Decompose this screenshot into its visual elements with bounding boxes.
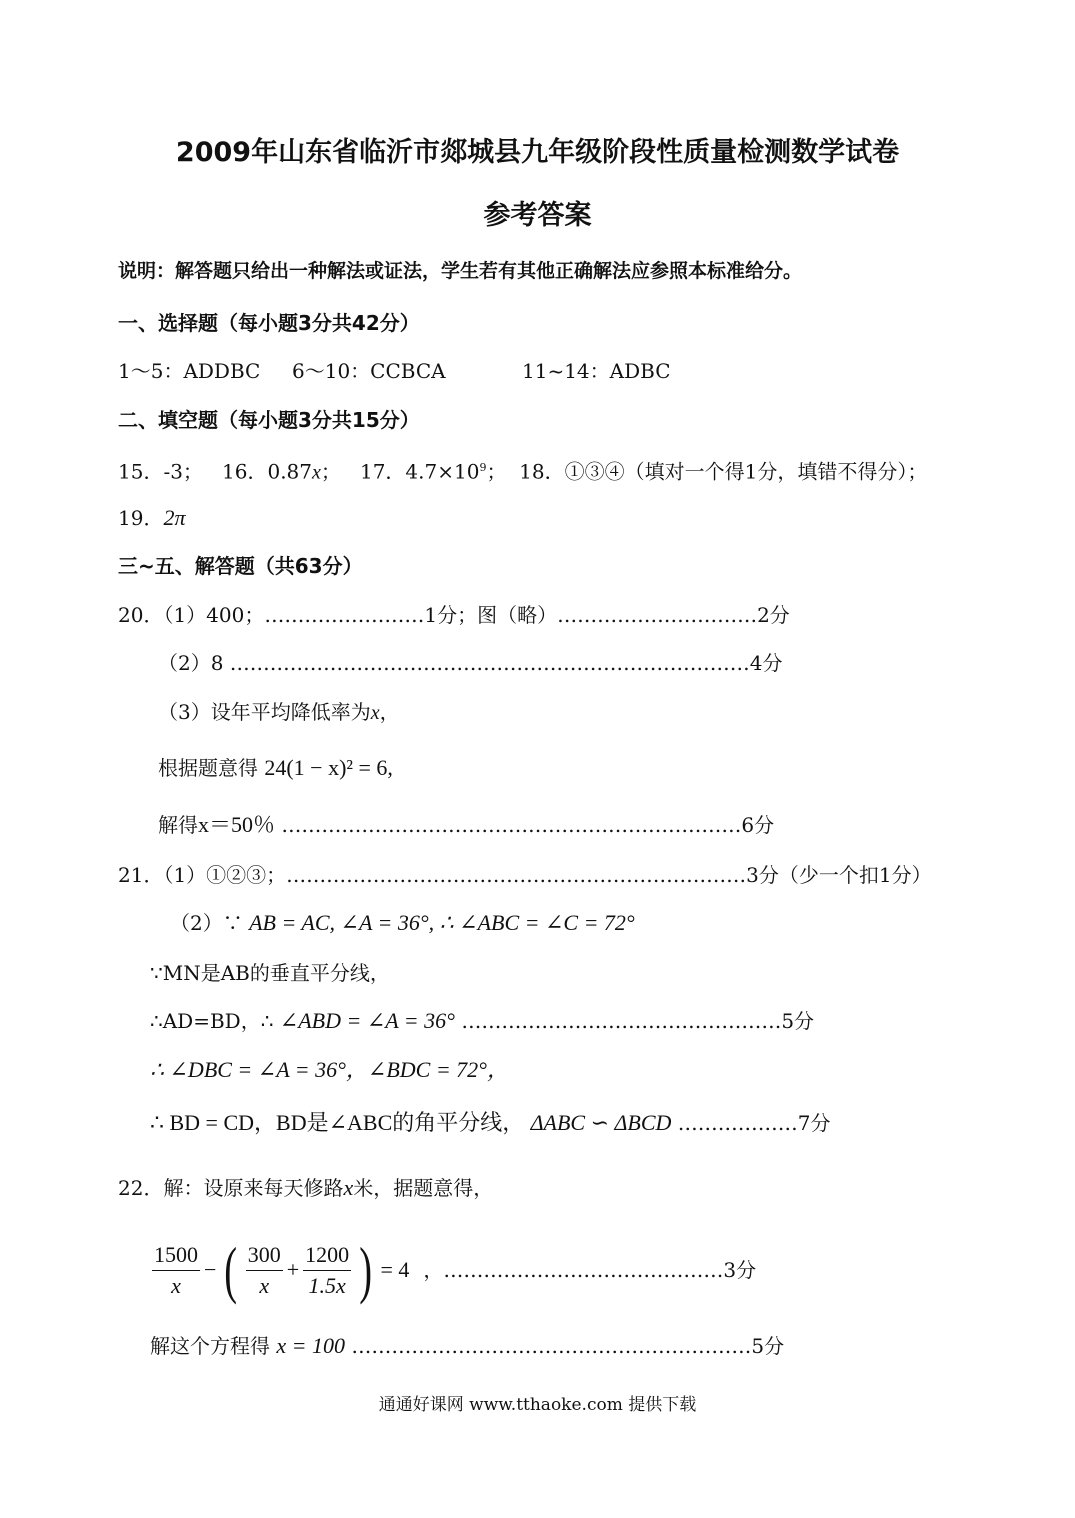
q20-part1: 20．（1）400；……………………1分；图（略）…………………………2分 — [118, 603, 790, 627]
q21-part5: ∴ ∠DBC = ∠A = 36°，∠BDC = 72°， — [150, 1057, 509, 1082]
q21-part2-equation: AB = AC, ∠A = 36°, ∴ ∠ABC = ∠C = 72° — [249, 910, 635, 935]
q21-part6-equation: ΔABC ∽ ΔBCD — [530, 1110, 672, 1135]
q22-rhs: = 4 — [380, 1257, 410, 1282]
q22-solution: x = 100 — [276, 1333, 345, 1358]
q21-part1: 21．（1）①②③；……………………………………………………………3分（少一个扣1分） — [118, 863, 932, 887]
q22-right-paren: ) — [359, 1234, 373, 1305]
q22-left-paren: ( — [224, 1234, 238, 1305]
q21-part4 — [150, 1008, 814, 1034]
q22-fraction-1 — [152, 1240, 200, 1301]
q21-part4-score: …………………………………………5分 — [461, 1009, 815, 1033]
q22-intro-suffix: 米，据题意得， — [353, 1176, 494, 1200]
q20-part2: （2）8 ……………………………………………………………………4分 — [158, 651, 783, 675]
q15-answer: 15．-3； — [118, 459, 203, 484]
q22-intro — [118, 1175, 493, 1201]
section1-heading: 一、选择题（每小题3分共42分） — [118, 311, 420, 335]
q22-equation-score: ，……………………………………3分 — [423, 1258, 757, 1282]
q21-part6-score: ………………7分 — [677, 1111, 831, 1135]
section1-answers-6-10: 6～10：CCBCA — [292, 359, 446, 383]
q21-part6-text: ∴ BD = CD，BD是∠ABC的角平分线， — [150, 1110, 525, 1135]
q19-label: 19． — [118, 506, 164, 530]
q21-part3: ∵MN是AB的垂直平分线， — [150, 961, 390, 985]
section2-heading: 二、填空题（每小题3分共15分） — [118, 408, 420, 432]
q22-fraction-2-numerator: 300 — [246, 1240, 283, 1271]
q20-part3-variable: x — [370, 702, 380, 724]
q16-answer-suffix: ； — [320, 459, 341, 484]
page-subtitle: 参考答案 — [483, 200, 592, 231]
q18-answer: 18．①③④（填对一个得1分，填错不得分）； — [519, 459, 928, 484]
q22-intro-text: 22．解：设原来每天修路 — [118, 1176, 344, 1200]
q19-line — [118, 505, 185, 531]
q19-value: 2π — [163, 505, 186, 530]
page-title: 2009年山东省临沂市郯城县九年级阶段性质量检测数学试卷 — [175, 137, 900, 168]
q22-variable: x — [343, 1175, 354, 1200]
q22-solution-label: 解这个方程得 — [150, 1334, 270, 1358]
q20-solution-label: 解得 — [158, 813, 198, 837]
q20-part3-text: （3）设年平均降低率为 — [158, 700, 371, 724]
section3-heading: 三~五、解答题（共63分） — [118, 554, 363, 578]
q21-part4-equation: ∠ABD = ∠A = 36° — [279, 1008, 455, 1033]
q17-answer-prefix: 17．4.7×10 — [359, 459, 480, 484]
section1-answers-11-14: 11~14：ADBC — [522, 359, 671, 383]
q21-part6 — [150, 1110, 831, 1136]
q22-equation — [152, 1235, 756, 1305]
grading-note: 说明：解答题只给出一种解法或证法，学生若有其他正确解法应参照本标准给分。 — [118, 260, 803, 282]
q20-part3 — [158, 699, 400, 726]
q22-fraction-3 — [303, 1240, 351, 1301]
q21-part2-label: （2）∵ — [170, 911, 243, 935]
q22-plus-sign: + — [286, 1257, 300, 1282]
q22-fraction-3-numerator: 1200 — [303, 1240, 351, 1271]
footer-source-note: 通通好课网 www.tthaoke.com 提供下载 — [378, 1395, 697, 1415]
q20-part3-suffix: ， — [379, 700, 400, 724]
q22-fraction-2 — [246, 1240, 283, 1301]
q20-solution-score: ……………………………………………………………6分 — [281, 813, 775, 837]
q22-fraction-1-denominator: x — [171, 1272, 181, 1298]
q20-equation-label: 根据题意得 — [158, 756, 258, 780]
q20-solution-line — [158, 812, 774, 838]
q22-fraction-2-denominator: x — [259, 1272, 270, 1298]
q22-fraction-3-denominator: 1.5x — [308, 1272, 346, 1298]
q22-solution-line — [150, 1333, 784, 1359]
q17-exponent: 9 — [479, 461, 487, 474]
q20-equation: 24(1 − x)² = 6, — [264, 755, 393, 780]
q22-solution-score: ……………………………………………………5分 — [351, 1334, 785, 1358]
q22-fraction-1-numerator: 1500 — [152, 1240, 200, 1271]
q17-answer-suffix: ； — [486, 459, 507, 484]
q16-answer-prefix: 16．0.87 — [222, 459, 312, 484]
section2-answer-line — [118, 455, 927, 486]
q20-solution: x＝50％ — [198, 812, 276, 837]
q21-part4-label: ∴AD=BD，∴ — [150, 1009, 274, 1033]
q21-part2 — [170, 910, 635, 936]
q16-variable: x — [312, 461, 321, 484]
section1-answers-1-5: 1～5：ADDBC — [118, 359, 261, 383]
q22-minus-sign: − — [204, 1257, 217, 1282]
q20-equation-line — [158, 755, 393, 781]
